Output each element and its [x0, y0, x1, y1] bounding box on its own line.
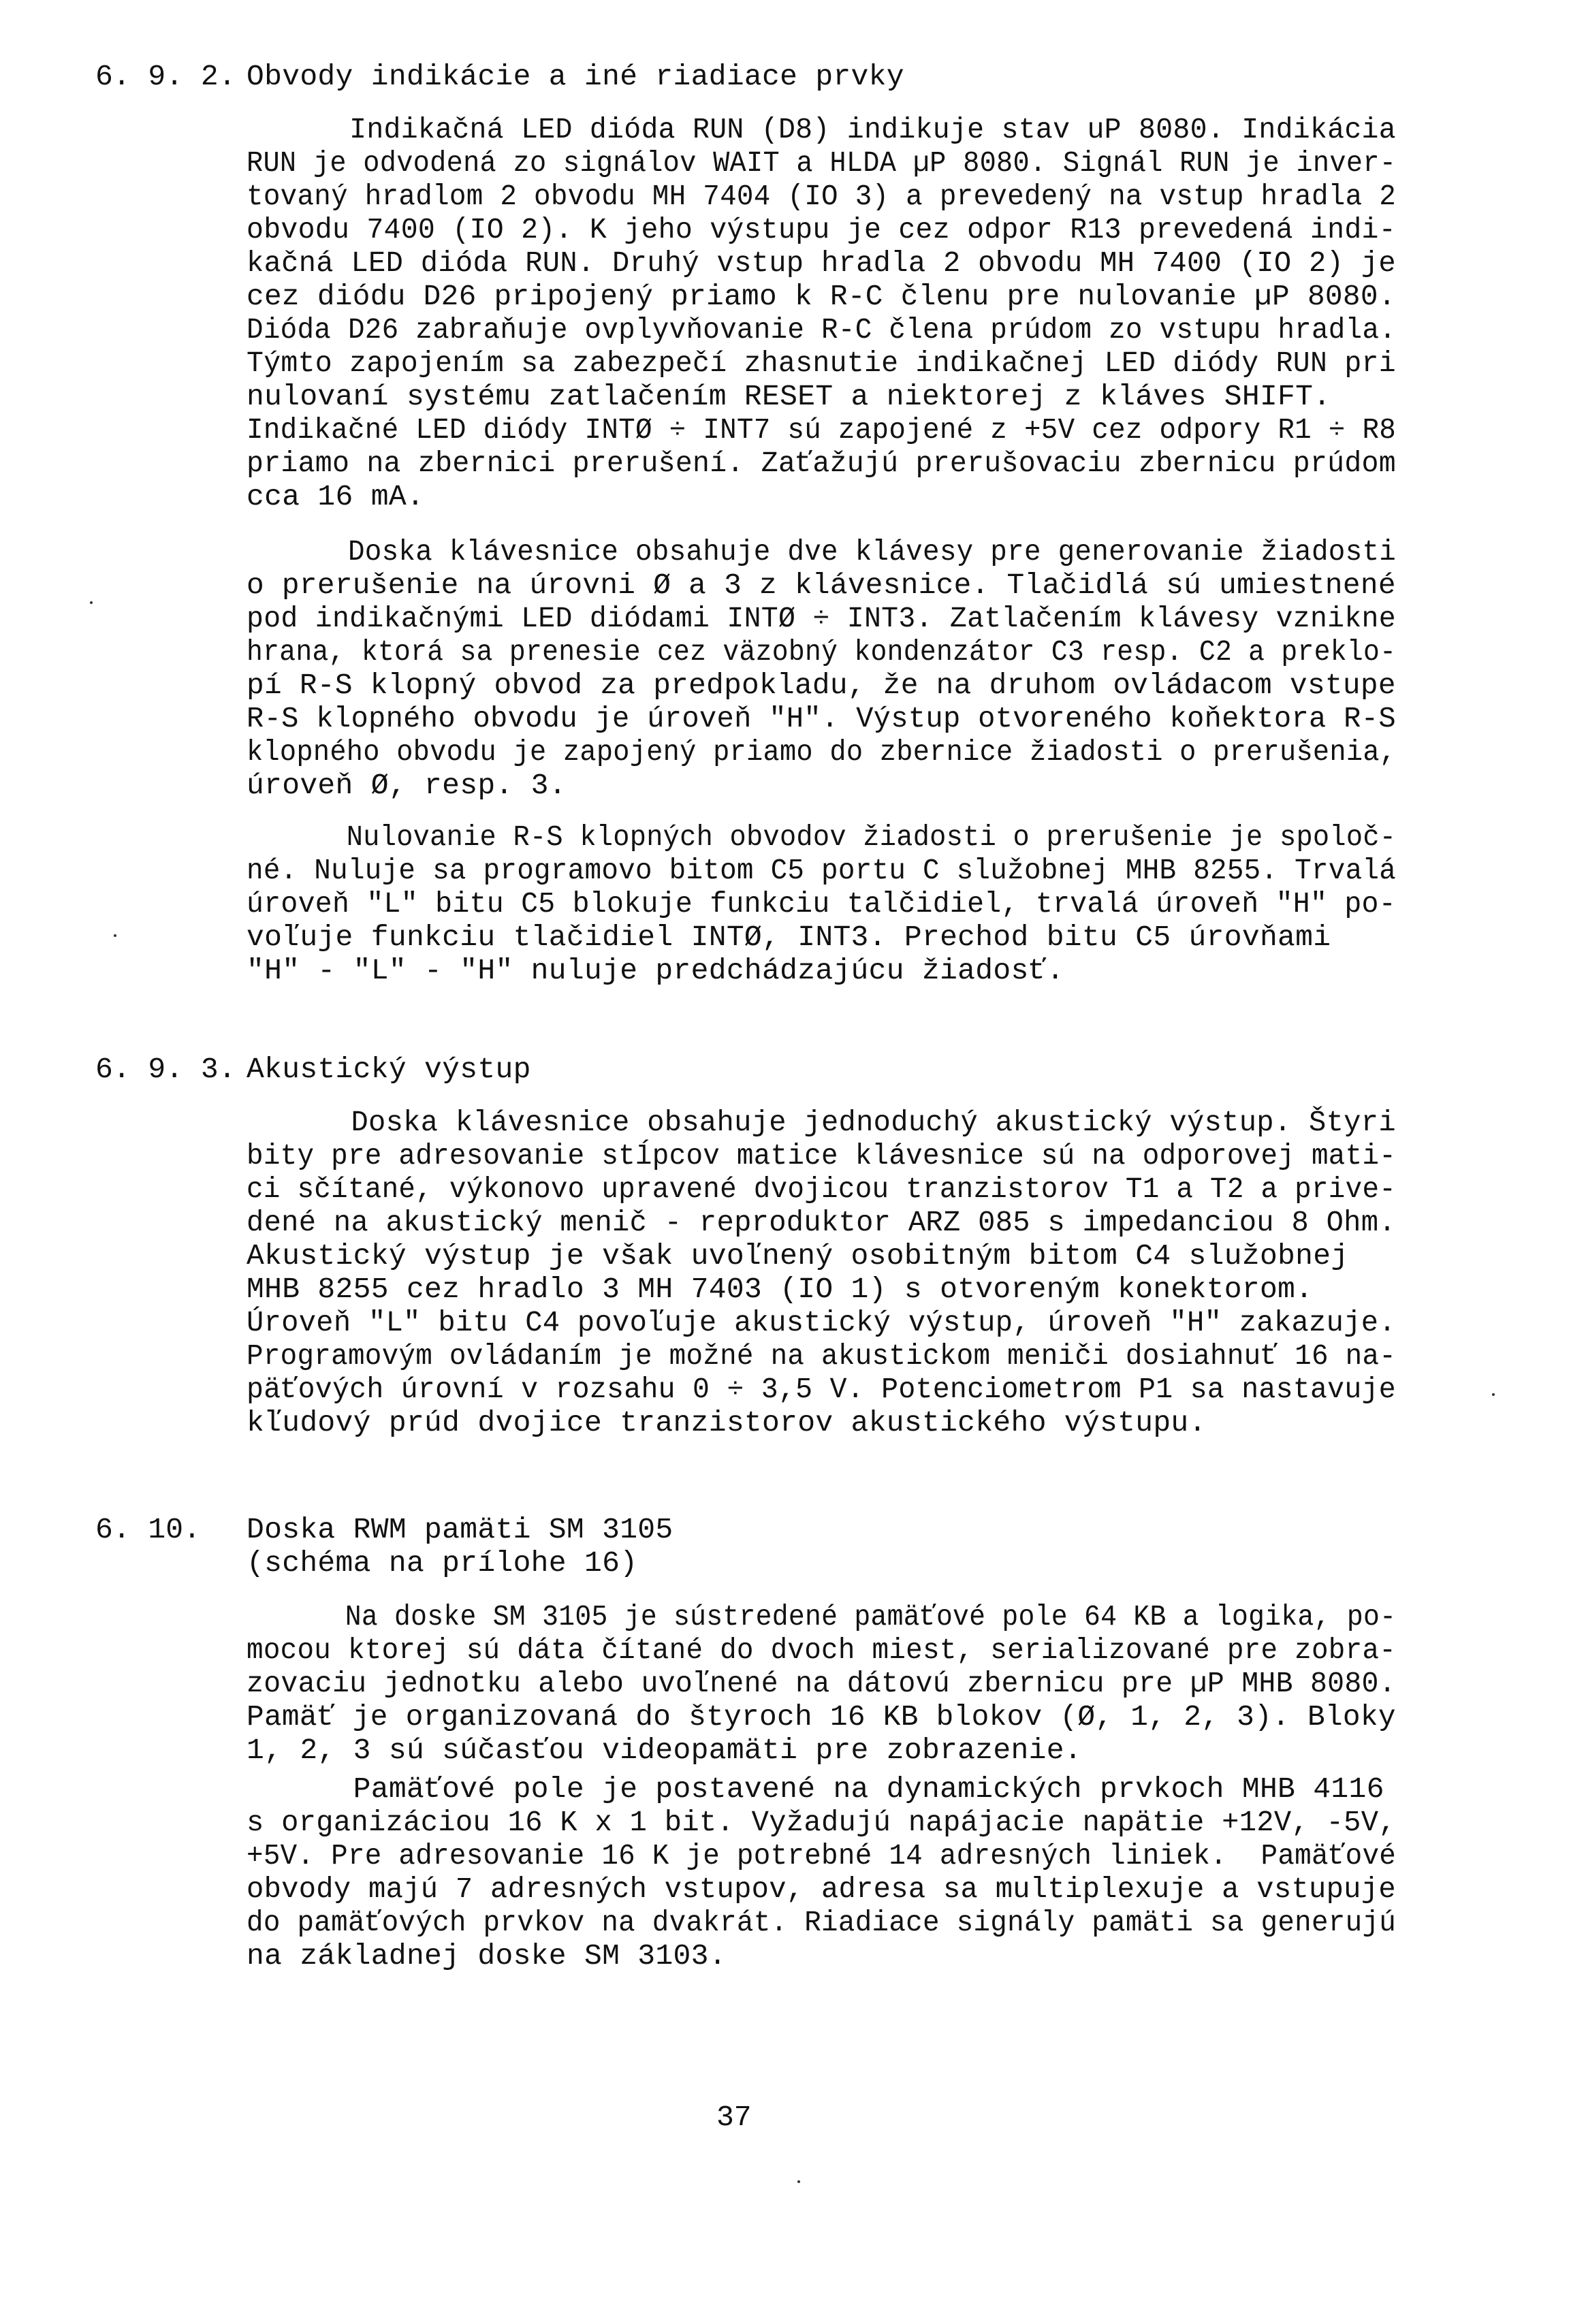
text-line: dené na akustický menič - reproduktor ARZ 085 s impedanciou 8 Ohm. — [247, 1206, 1396, 1239]
text-line: hrana, ktorá sa prenesie cez väzobný kondenzátor C3 resp. C2 a preklo- — [247, 635, 1397, 669]
text-line: kačná LED dióda RUN. Druhý vstup hradla 2 obvodu MH 7400 (IO 2) je — [247, 246, 1396, 280]
section-number: 6. 9. 3. — [95, 1053, 236, 1086]
text-line: klopného obvodu je zapojený priamo do zbernice žiadosti o prerušenia, — [247, 735, 1397, 769]
text-line: Programovým ovládaním je možné na akustickom meniči dosiahnuť 16 na- — [247, 1339, 1397, 1373]
text-line: mocou ktorej sú dáta čítané do dvoch miest, serializované pre zobra- — [247, 1634, 1397, 1667]
text-line: na základnej doske SM 3103. — [247, 1939, 727, 1973]
text-line: Na doske SM 3105 je sústredené pamäťové pole 64 KB a logika, po- — [247, 1600, 1397, 1634]
text-line: obvodu 7400 (IO 2). K jeho výstupu je cez odpor R13 prevedená indi- — [247, 213, 1396, 246]
text-line: 1, 2, 3 sú súčasťou videopamäti pre zobrazenie. — [247, 1734, 1082, 1767]
text-line: "H" - "L" - "H" nuluje predchádzajúcu žiadosť. — [247, 954, 1064, 987]
text-line: ci sčítané, výkonovo upravené dvojicou tranzistorov T1 a T2 a prive- — [247, 1173, 1397, 1206]
text-line: zovaciu jednotku alebo uvoľnené na dátovú zbernicu pre µP MHB 8080. — [247, 1667, 1396, 1700]
text-line: Úroveň "L" bitu C4 povoľuje akustický výstup, úroveň "H" zakazuje. — [247, 1306, 1396, 1339]
text-line: obvody majú 7 adresných vstupov, adresa sa multiplexuje a vstupuje — [247, 1873, 1396, 1906]
text-line: do pamäťových prvkov na dvakrát. Riadiace signály pamäti sa generujú — [247, 1906, 1397, 1939]
text-line: priamo na zbernici prerušení. Zaťažujú prerušovaciu zbernicu prúdom — [247, 447, 1396, 480]
text-line: Akustický výstup je však uvoľnený osobitným bitom C4 služobnej — [247, 1239, 1349, 1273]
text-line: päťových úrovní v rozsahu 0 ÷ 3,5 V. Potenciometrom P1 sa nastavuje — [247, 1373, 1396, 1406]
text-line: úroveň "L" bitu C5 blokuje funkciu talčidiel, trvalá úroveň "H" po- — [247, 887, 1396, 921]
text-line: úroveň Ø, resp. 3. — [247, 769, 567, 802]
scan-speck — [797, 2180, 800, 2183]
text-line: cca 16 mA. — [247, 480, 425, 513]
page-number: 37 — [716, 2101, 752, 2134]
section-number: 6. 9. 2. — [95, 60, 236, 93]
section-title: Akustický výstup — [247, 1053, 531, 1086]
text-line: o prerušenie na úrovni Ø a 3 z klávesnice. Tlačidlá sú umiestnené — [247, 569, 1396, 602]
text-line: Pamäťové pole je postavené na dynamických prvkoch MHB 4116 — [247, 1772, 1384, 1806]
text-line: Nulovanie R-S klopných obvodov žiadosti o prerušenie je spoloč- — [247, 821, 1397, 854]
text-line: Indikačné LED diódy INTØ ÷ INT7 sú zapojené z +5V cez odpory R1 ÷ R8 — [247, 413, 1397, 447]
text-line: Doska klávesnice obsahuje jednoduchý akustický výstup. Štyri — [247, 1106, 1396, 1139]
scan-speck — [90, 601, 93, 604]
section-title: Obvody indikácie a iné riadiace prvky — [247, 60, 904, 93]
text-line: né. Nuluje sa programovo bitom C5 portu C služobnej MHB 8255. Trvalá — [247, 854, 1397, 887]
section-title: Doska RWM pamäti SM 3105 — [247, 1513, 673, 1546]
text-line: Pamäť je organizovaná do štyroch 16 KB blokov (Ø, 1, 2, 3). Bloky — [247, 1700, 1396, 1734]
text-line: Doska klávesnice obsahuje dve klávesy pre generovanie žiadosti — [247, 535, 1397, 569]
text-line: kľudový prúd dvojice tranzistorov akustického výstupu. — [247, 1406, 1207, 1439]
text-line: pod indikačnými LED diódami INTØ ÷ INT3. Zatlačením klávesy vznikne — [247, 602, 1396, 635]
text-line: cez diódu D26 pripojený priamo k R-C členu pre nulovanie µP 8080. — [247, 280, 1396, 313]
text-line: voľuje funkciu tlačidiel INTØ, INT3. Prechod bitu C5 úrovňami — [247, 921, 1331, 954]
text-line: Týmto zapojením sa zabezpečí zhasnutie indikačnej LED diódy RUN pri — [247, 347, 1396, 380]
scan-speck — [114, 934, 116, 937]
text-line: Indikačná LED dióda RUN (D8) indikuje stav uP 8080. Indikácia — [247, 113, 1396, 146]
text-line: R-S klopného obvodu je úroveň "H". Výstup otvoreného koňektora R-S — [247, 702, 1396, 735]
section-number: 6. 10. — [95, 1513, 201, 1546]
text-line: pí R-S klopný obvod za predpokladu, že na druhom ovládacom vstupe — [247, 669, 1396, 702]
text-line: bity pre adresovanie stĺpcov matice klávesnice sú na odporovej mati- — [247, 1139, 1397, 1173]
text-line: s organizáciou 16 K x 1 bit. Vyžadujú napájacie napätie +12V, -5V, — [247, 1806, 1396, 1839]
text-line: +5V. Pre adresovanie 16 K je potrebné 14 adresných liniek. Pamäťové — [247, 1839, 1397, 1873]
text-line: MHB 8255 cez hradlo 3 MH 7403 (IO 1) s otvoreným konektorom. — [247, 1273, 1314, 1306]
text-line: RUN je odvodená zo signálov WAIT a HLDA µP 8080. Signál RUN je inver- — [247, 146, 1397, 180]
scan-speck — [1492, 1393, 1495, 1396]
section-subtitle: (schéma na prílohe 16) — [247, 1546, 638, 1580]
text-line: Dióda D26 zabraňuje ovplyvňovanie R-C člena prúdom zo vstupu hradla. — [247, 313, 1397, 347]
text-line: nulovaní systému zatlačením RESET a niektorej z kláves SHIFT. — [247, 380, 1331, 413]
text-line: tovaný hradlom 2 obvodu MH 7404 (IO 3) a prevedený na vstup hradla 2 — [247, 180, 1397, 213]
